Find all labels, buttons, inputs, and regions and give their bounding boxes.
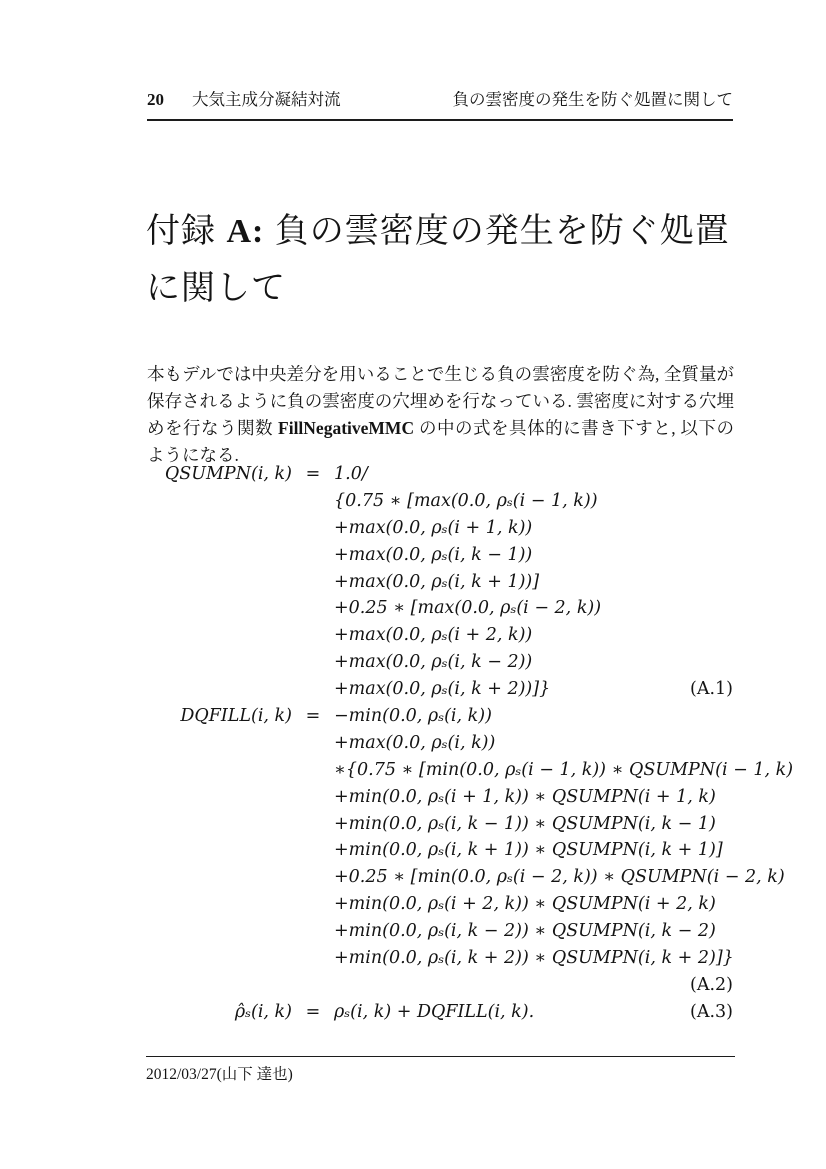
equation-rhs: ρₛ(i, k) + DQFILL(i, k). xyxy=(334,1001,535,1022)
page-footer xyxy=(146,1056,735,1084)
equation-row xyxy=(147,918,733,945)
equation-row xyxy=(147,595,733,622)
equation-rhs: +min(0.0, ρₛ(i, k − 2)) ∗ QSUMPN(i, k − 2) xyxy=(334,921,716,942)
footer-date-author: 2012/03/27(山下 達也) xyxy=(146,1066,293,1083)
equation-row xyxy=(147,784,733,811)
equation-lhs: DQFILL(i, k) xyxy=(180,706,292,727)
equation-row xyxy=(147,461,733,488)
running-head-chapter-title: 負の雲密度の発生を防ぐ処置に関して xyxy=(452,91,733,109)
equation-row xyxy=(147,757,794,784)
equation-row xyxy=(147,703,733,730)
equation-row xyxy=(147,891,733,918)
equation-rhs: +max(0.0, ρₛ(i + 1, k)) xyxy=(334,517,533,538)
appendix-title-letter: A: xyxy=(226,213,265,250)
equation-row xyxy=(147,542,733,569)
equation-row xyxy=(147,811,733,838)
paragraph-text-1: 本もデルでは中央差分を用いることで生じる負の雲密度を防ぐ為, 全質量が保存されるように負の雲密度の穴埋めを行なっている. 雲密度に対する穴埋めを行なう関数 xyxy=(147,364,734,438)
equation-row xyxy=(147,488,733,515)
equation-lhs: QSUMPN(i, k) xyxy=(164,464,292,484)
function-name-bold: FillNegativeMMC xyxy=(278,418,415,438)
equation-rhs: +max(0.0, ρₛ(i, k)) xyxy=(334,732,496,753)
equation-rhs: +0.25 ∗ [max(0.0, ρₛ(i − 2, k)) xyxy=(334,598,602,619)
appendix-title xyxy=(146,203,766,317)
equation-rhs: −min(0.0, ρₛ(i, k)) xyxy=(334,706,492,727)
running-head-section-title: 大気主成分凝結対流 xyxy=(192,91,341,109)
equation-row xyxy=(147,569,733,596)
appendix-title-label: 付録 xyxy=(146,212,216,250)
equation-rhs: 1.0/ xyxy=(334,464,368,484)
equation-rhs: ∗{0.75 ∗ [min(0.0, ρₛ(i − 1, k)) ∗ QSUMPN(i − 1, k) xyxy=(334,759,794,780)
equation-row xyxy=(147,515,733,542)
equation-equals-sign: = xyxy=(305,464,321,484)
equation-rhs: +min(0.0, ρₛ(i, k − 1)) ∗ QSUMPN(i, k − 1) xyxy=(334,813,716,834)
equation-row xyxy=(147,972,733,999)
running-head xyxy=(147,86,733,121)
equation-equals-sign: = xyxy=(305,1001,321,1022)
equation-rhs: +max(0.0, ρₛ(i, k − 1)) xyxy=(334,544,533,565)
equation-rhs: +max(0.0, ρₛ(i + 2, k)) xyxy=(334,625,533,646)
equation-row xyxy=(147,676,733,703)
equation-row xyxy=(147,837,733,864)
equation-rhs: +min(0.0, ρₛ(i + 1, k)) ∗ QSUMPN(i + 1, k) xyxy=(334,786,716,807)
equation-rhs: +min(0.0, ρₛ(i, k + 1)) ∗ QSUMPN(i, k + 1)] xyxy=(334,840,723,861)
equation-row xyxy=(147,864,785,891)
equation-rhs: +min(0.0, ρₛ(i, k + 2)) ∗ QSUMPN(i, k + 2)]} xyxy=(334,948,734,969)
equation-number-tag: (A.3) xyxy=(690,1001,733,1022)
appendix-title-line2: に関して xyxy=(146,269,286,307)
equation-number-tag: (A.1) xyxy=(690,679,733,700)
equation-row xyxy=(147,649,733,676)
paragraph-text-2: の中の式を具体的に書き下すと, 以下のようになる. xyxy=(147,418,735,465)
equation-rhs: +max(0.0, ρₛ(i, k + 2))]} xyxy=(334,679,551,700)
equation-row xyxy=(147,945,733,972)
equation-rhs: +max(0.0, ρₛ(i, k + 1))] xyxy=(334,571,540,592)
lead-paragraph xyxy=(147,361,734,469)
equation-number-tag: (A.2) xyxy=(690,974,733,995)
equation-rhs: {0.75 ∗ [max(0.0, ρₛ(i − 1, k)) xyxy=(334,490,598,511)
appendix-title-rest: 負の雲密度の発生を防ぐ処置 xyxy=(274,212,730,250)
equation-lhs: ρ̂ₛ(i, k) xyxy=(234,1001,292,1022)
page-number: 20 xyxy=(147,90,164,109)
equation-rhs: +max(0.0, ρₛ(i, k − 2)) xyxy=(334,652,533,673)
equation-rhs: +0.25 ∗ [min(0.0, ρₛ(i − 2, k)) ∗ QSUMPN(i − 2, k) xyxy=(334,867,785,888)
equation-row xyxy=(147,999,733,1026)
equation-rhs: +min(0.0, ρₛ(i + 2, k)) ∗ QSUMPN(i + 2, k) xyxy=(334,894,716,915)
equation-row xyxy=(147,622,733,649)
equation-row xyxy=(147,730,733,757)
equation-equals-sign: = xyxy=(305,706,321,727)
equation-block xyxy=(147,461,794,1026)
